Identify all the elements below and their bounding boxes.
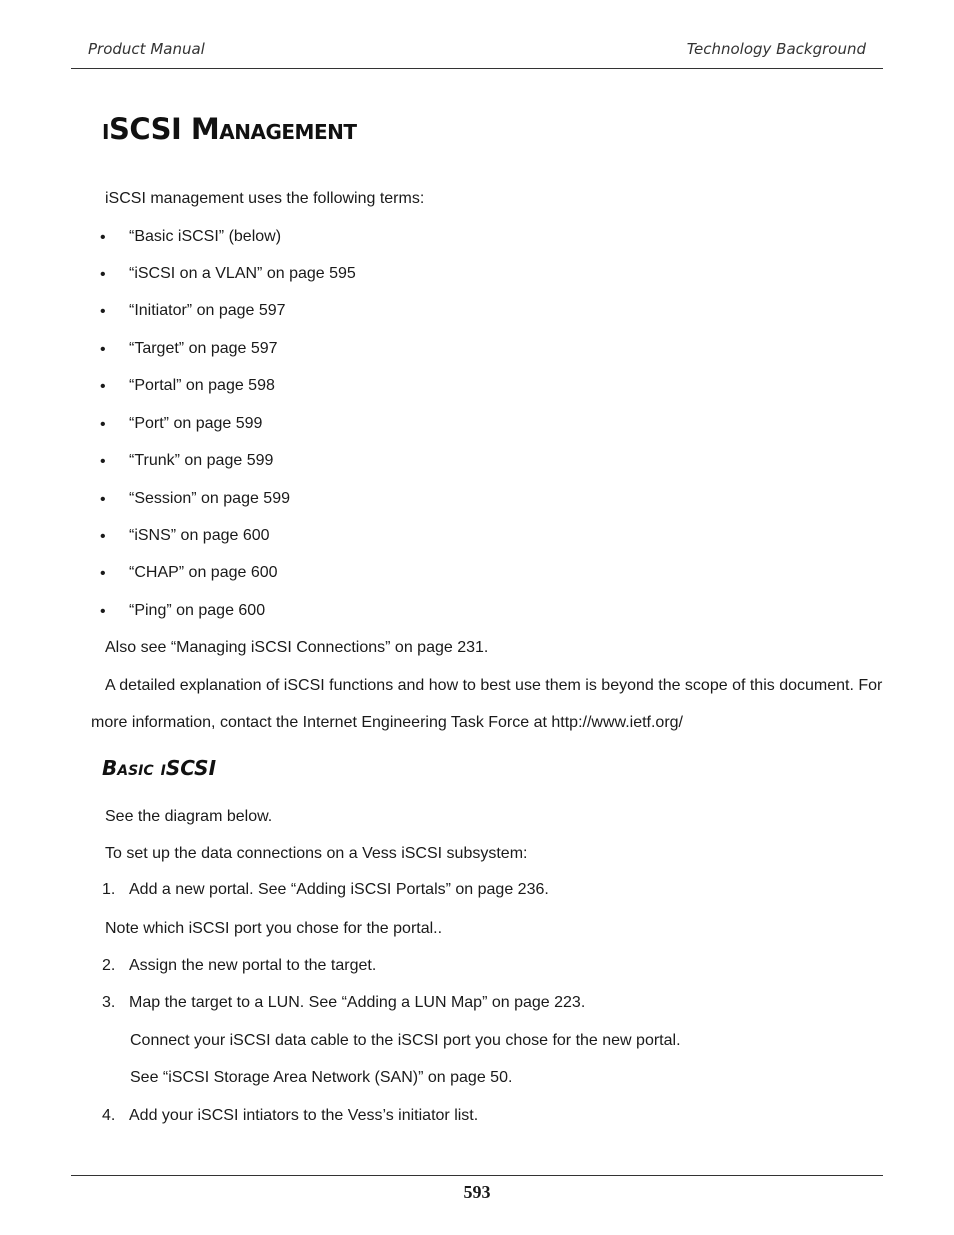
term-chap-link[interactable]: “CHAP” on page 600 (129, 564, 278, 581)
term-vlan-link[interactable]: “iSCSI on a VLAN” on page 595 (129, 265, 356, 282)
term-portal-link[interactable]: “Portal” on page 598 (129, 377, 275, 394)
term-session-link[interactable]: “Session” on page 599 (129, 490, 290, 507)
bullet-icon: • (100, 303, 106, 320)
bullet-icon: • (100, 341, 106, 358)
bullet-icon: • (100, 453, 106, 470)
detail-paragraph-line2: more information, contact the Internet Engineering Task Force at http://www.ietf.org/ (91, 714, 683, 731)
term-port-link[interactable]: “Port” on page 599 (129, 415, 263, 432)
step-3-connect-text: Connect your iSCSI data cable to the iSCSI port you chose for the new portal. (130, 1032, 681, 1049)
header-section-name: Technology Background (686, 40, 866, 58)
note-port-text: Note which iSCSI port you chose for the portal.. (105, 920, 443, 937)
step-number: 1. (102, 881, 116, 898)
bullet-icon: • (100, 229, 106, 246)
bullet-icon: • (100, 528, 106, 545)
bullet-icon: • (100, 603, 106, 620)
step-4-text: Add your iSCSI intiators to the Vess’s initiator list. (129, 1107, 479, 1124)
step-3-text[interactable]: Map the target to a LUN. See “Adding a LUN Map” on page 223. (129, 994, 586, 1011)
page-title: iSCSI Management (102, 112, 357, 146)
header-product-manual: Product Manual (88, 40, 205, 58)
page-number: 593 (463, 1182, 491, 1202)
term-ping-link[interactable]: “Ping” on page 600 (129, 602, 266, 619)
term-trunk-link[interactable]: “Trunk” on page 599 (129, 452, 274, 469)
intro-text: iSCSI management uses the following terms: (105, 190, 425, 207)
detail-paragraph-line1: A detailed explanation of iSCSI functions and how to best use them is beyond the scope of this document. For (105, 677, 883, 694)
term-isns-link[interactable]: “iSNS” on page 600 (129, 527, 270, 544)
subsection-title: Basic iSCSI (102, 756, 217, 780)
term-basic-iscsi-link[interactable]: “Basic iSCSI” (below) (129, 228, 282, 245)
see-diagram-text: See the diagram below. (105, 808, 273, 825)
bullet-icon: • (100, 378, 106, 395)
step-number: 4. (102, 1107, 116, 1124)
term-target-link[interactable]: “Target” on page 597 (129, 340, 278, 357)
step-number: 3. (102, 994, 116, 1011)
step-number: 2. (102, 957, 116, 974)
step-1-text[interactable]: Add a new portal. See “Adding iSCSI Portals” on page 236. (129, 881, 549, 898)
step-2-text: Assign the new portal to the target. (129, 957, 377, 974)
footer-rule (71, 1175, 883, 1176)
bullet-icon: • (100, 266, 106, 283)
setup-intro-text: To set up the data connections on a Vess iSCSI subsystem: (105, 845, 528, 862)
also-see-link[interactable]: Also see “Managing iSCSI Connections” on page 231. (105, 639, 489, 656)
bullet-icon: • (100, 565, 106, 582)
header-rule (71, 68, 883, 69)
bullet-icon: • (100, 416, 106, 433)
bullet-icon: • (100, 491, 106, 508)
term-initiator-link[interactable]: “Initiator” on page 597 (129, 302, 286, 319)
step-3-see-link[interactable]: See “iSCSI Storage Area Network (SAN)” on page 50. (130, 1069, 513, 1086)
